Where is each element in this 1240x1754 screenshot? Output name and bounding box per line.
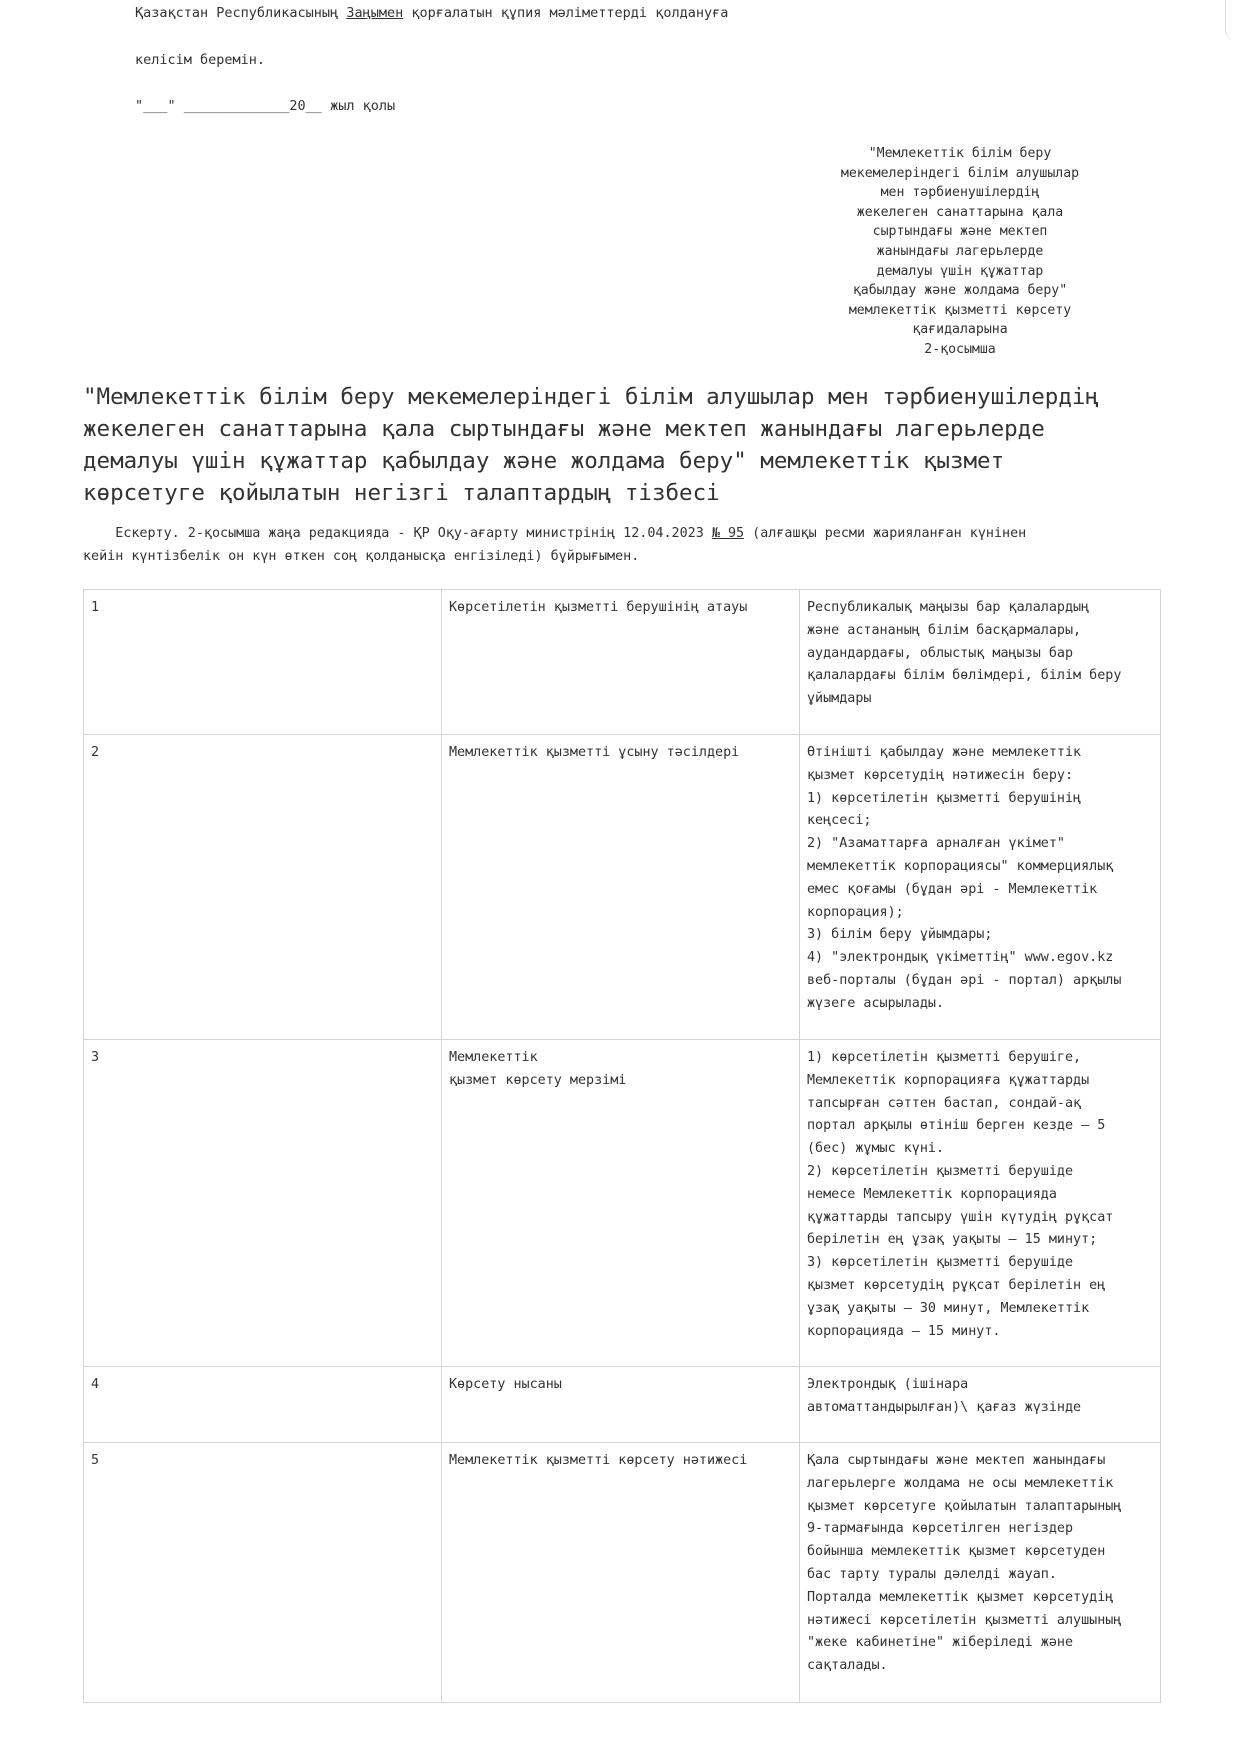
title-line: жекелеген санаттарына қала сыртындағы және мектеп жанындағы лагерьлерде xyxy=(83,416,1045,442)
requirement-name-line: Мемлекеттік xyxy=(449,1050,538,1065)
requirement-name-cell xyxy=(442,590,800,735)
requirement-value-line: ұйымдары xyxy=(807,691,872,707)
appendix-note-line: жекелеген санаттарына қала xyxy=(856,204,1064,220)
appendix-number: 2-қосымша xyxy=(924,341,996,357)
appendix-note-line: демалуы үшін құжаттар xyxy=(876,263,1044,279)
requirement-value-line: мемлекеттік корпорациясы" коммерциялық xyxy=(807,858,1114,874)
table-row xyxy=(84,1367,1161,1443)
consent-text-after: қорғалатын құпия мәліметтерді қолдануға xyxy=(403,5,729,21)
requirement-name-cell xyxy=(442,1040,800,1367)
requirement-name-line: қызмет көрсету мерзімі xyxy=(449,1072,627,1088)
requirement-value-cell xyxy=(800,1367,1161,1443)
requirement-value-line: қызмет көрсетудің нәтижесін беру: xyxy=(807,767,1074,783)
consent-line-2: келісім беремін. xyxy=(135,52,266,68)
requirement-name-line: Көрсету нысаны xyxy=(449,1377,562,1392)
table-row xyxy=(84,735,1161,1040)
requirement-value-line: бойынша мемлекеттік қызмет көрсетуден xyxy=(807,1544,1106,1560)
requirement-value-line: Электрондық (ішінара xyxy=(807,1377,969,1392)
requirement-value-cell xyxy=(800,1443,1161,1703)
appendix-note-line: мен тәрбиенушілердің xyxy=(880,185,1040,201)
requirement-value-cell xyxy=(800,590,1161,735)
requirement-name-cell xyxy=(442,1443,800,1703)
requirements-table-body xyxy=(84,590,1161,1703)
requirement-value-line: қалалардағы білім бөлімдері, білім беру xyxy=(807,668,1122,684)
requirement-value-line: 1) көрсетілетін қызметті берушіге, xyxy=(807,1050,1082,1065)
appendix-note-line: мемлекеттік қызметті көрсету xyxy=(848,302,1072,318)
requirement-value-line: 3) көрсетілетін қызметті берушіде xyxy=(807,1255,1074,1271)
requirement-name-line: Мемлекеттік қызметті ұсыну тәсілдері xyxy=(449,745,740,760)
requirement-value-line: қызмет көрсетудің рұқсат берілетін ең xyxy=(807,1277,1106,1293)
signature-line: "___" _____________20__ жыл қолы xyxy=(135,98,396,114)
order-link[interactable]: № 95 xyxy=(711,526,745,541)
consent-line-1 xyxy=(135,4,728,22)
requirement-value-line: 9-тармағында көрсетілген негіздер xyxy=(807,1521,1074,1537)
requirement-value-line: немесе Мемлекеттік корпорацияда xyxy=(807,1186,1057,1202)
table-row xyxy=(84,1040,1161,1367)
row-number-cell: 2 xyxy=(84,735,442,1040)
appendix-note-line: жанындағы лагерьлерде xyxy=(876,243,1044,259)
requirement-value-line: емес қоғамы (бұдан әрі - Мемлекеттік xyxy=(807,881,1098,897)
requirement-value-line: және астананың білім басқармалары, xyxy=(807,622,1082,638)
page-title xyxy=(83,381,1163,509)
requirement-value-line: портал арқылы өтініш берген кезде – 5 xyxy=(807,1118,1106,1134)
requirement-value-line: Қала сыртындағы және мектеп жанындағы xyxy=(807,1453,1106,1468)
requirement-value-line: Өтінішті қабылдау және мемлекеттік xyxy=(807,745,1082,760)
requirement-value-line: 2) "Азаматтарға арналған үкімет" xyxy=(807,836,1065,852)
row-number-cell: 5 xyxy=(84,1443,442,1703)
requirement-value-line: 3) білім беру ұйымдары; xyxy=(807,927,993,943)
remark-line-2: кейін күнтізбелік он күн өткен соң қолданысқа енгізіледі) бұйрығымен. xyxy=(83,549,640,564)
requirement-name-cell xyxy=(442,1367,800,1443)
requirement-value-line: "жеке кабинетіне" жіберіледі және xyxy=(807,1635,1074,1651)
requirement-value-line: Республикалық маңызы бар қалалардың xyxy=(807,600,1090,615)
requirement-value-line: корпорацияда – 15 минут. xyxy=(807,1323,1001,1339)
requirement-value-line: 2) көрсетілетін қызметті берушіде xyxy=(807,1163,1074,1179)
remark-line-1 xyxy=(83,522,1163,545)
requirement-value-line: жүзеге асырылады. xyxy=(807,995,945,1011)
appendix-note xyxy=(790,144,1130,360)
table-row xyxy=(84,1443,1161,1703)
requirement-value-line: аудандардағы, облыстық маңызы бар xyxy=(807,645,1074,661)
title-line: демалуы үшін құжаттар қабылдау және жолдама беру" мемлекеттік қызмет xyxy=(83,448,1005,474)
requirement-value-line: корпорация); xyxy=(807,904,904,920)
requirement-value-line: веб-порталы (бұдан әрі - портал) арқылы xyxy=(807,972,1122,988)
requirement-value-line: берілетін ең ұзақ уақыты – 15 минут; xyxy=(807,1232,1098,1248)
appendix-note-line: қағидаларына xyxy=(912,322,1008,338)
requirement-value-cell xyxy=(800,1040,1161,1367)
requirement-name-cell xyxy=(442,735,800,1040)
requirement-value-line: тапсырған сәттен бастап, сондай-ақ xyxy=(807,1095,1082,1111)
requirement-value-line: лагерьлерге жолдама не осы мемлекеттік xyxy=(807,1475,1114,1491)
requirement-value-line: Мемлекеттік корпорацияға құжаттарды xyxy=(807,1072,1090,1088)
remark-text-before: Ескерту. 2-қосымша жаңа редакцияда - ҚР Оқу-ағарту министрінің 12.04.2023 xyxy=(83,526,712,541)
scrollbar-edge[interactable] xyxy=(1225,0,1240,40)
appendix-note-line: мекемелеріндегі білім алушылар xyxy=(840,165,1080,181)
appendix-note-line: "Мемлекеттік білім беру xyxy=(868,146,1052,161)
requirement-value-line: нәтижесі көрсетілетін қызметті алушының xyxy=(807,1612,1122,1628)
table-row xyxy=(84,590,1161,735)
requirement-value-line: (бес) жұмыс күні. xyxy=(807,1141,945,1157)
appendix-note-line: қабылдау және жолдама беру" xyxy=(852,283,1068,299)
requirement-value-line: бас тарту туралы дәлелді жауап. xyxy=(807,1566,1057,1582)
requirement-value-line: құжаттарды тапсыру үшін күтудің рұқсат xyxy=(807,1209,1114,1225)
requirement-value-line: қызмет көрсетуге қойылатын талаптарының xyxy=(807,1498,1122,1514)
consent-text-before: Қазақстан Республикасының xyxy=(135,5,347,21)
requirement-value-line: автоматтандырылған)\ қағаз жүзінде xyxy=(807,1399,1082,1415)
title-line: көрсетуге қойылатын негізгі талаптардың тізбесі xyxy=(83,480,720,506)
title-line: "Мемлекеттік білім беру мекемелеріндегі білім алушылар мен тәрбиенушілердің xyxy=(83,384,1099,410)
requirement-name-line: Мемлекеттік қызметті көрсету нәтижесі xyxy=(449,1453,748,1468)
requirement-value-line: ұзақ уақыты – 30 минут, Мемлекеттік xyxy=(807,1300,1090,1316)
requirements-table xyxy=(83,589,1161,1703)
requirement-value-line: 4) "электрондық үкіметтің" www.egov.kz xyxy=(807,950,1114,966)
row-number-cell: 1 xyxy=(84,590,442,735)
requirement-value-cell xyxy=(800,735,1161,1040)
requirement-value-line: 1) көрсетілетін қызметті берушінің xyxy=(807,790,1082,806)
remark-note xyxy=(83,522,1163,568)
requirement-value-line: сақталады. xyxy=(807,1658,888,1674)
appendix-note-line: сыртындағы және мектеп xyxy=(872,224,1048,240)
remark-text-after: (алғашқы ресми жарияланған күнінен xyxy=(744,526,1027,541)
requirement-value-line: кеңсесі; xyxy=(807,813,872,829)
requirement-value-line: Порталда мемлекеттік қызмет көрсетудің xyxy=(807,1589,1114,1605)
row-number-cell: 3 xyxy=(84,1040,442,1367)
requirement-name-line: Көрсетілетін қызметті берушінің атауы xyxy=(449,600,748,615)
row-number-cell: 4 xyxy=(84,1367,442,1443)
law-link[interactable]: Заңымен xyxy=(346,5,404,21)
